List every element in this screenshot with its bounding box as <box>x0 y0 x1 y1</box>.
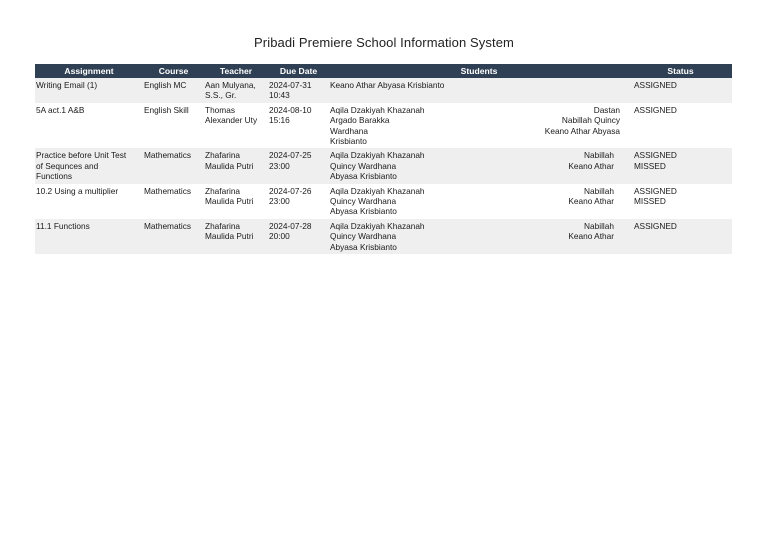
student-name: Nabillah <box>584 150 614 161</box>
student-name: Wardhana <box>330 125 368 136</box>
status-badge: MISSED <box>634 196 666 207</box>
cell-due-date <box>268 148 329 183</box>
student-name: Keano Athar <box>568 196 614 207</box>
cell-students <box>329 219 629 254</box>
student-name: Quincy Wardhana <box>330 231 397 242</box>
cell-assignment <box>35 184 143 219</box>
student-name: Abyasa Krisbianto <box>330 241 397 252</box>
column-header-status[interactable]: Status <box>629 64 732 78</box>
cell-status <box>629 78 732 103</box>
student-name: Argado Barakka <box>330 115 390 126</box>
students-left <box>330 221 425 252</box>
due-line: 2024-07-28 <box>269 220 312 231</box>
cell-teacher <box>204 148 268 183</box>
cell-course: Mathematics <box>143 184 204 219</box>
students-columns <box>330 186 628 217</box>
students-left <box>330 80 444 90</box>
students-left <box>330 150 425 181</box>
cell-course: Mathematics <box>143 219 204 254</box>
assignment-line: 11.1 Functions <box>36 220 90 231</box>
assignment-line: 5A act.1 A&B <box>36 104 85 115</box>
cell-due-date <box>268 184 329 219</box>
column-header-due-date[interactable]: Due Date <box>268 64 329 78</box>
cell-status <box>629 219 732 254</box>
assignment-line: Practice before Unit Test <box>36 150 127 161</box>
table-row[interactable] <box>35 148 732 183</box>
student-name: Keano Athar Abyasa <box>544 125 620 136</box>
students-columns <box>330 150 628 181</box>
status-badge: MISSED <box>634 160 666 171</box>
table-row[interactable] <box>35 219 732 254</box>
student-name: Nabillah <box>584 185 614 196</box>
column-header-teacher[interactable]: Teacher <box>204 64 268 78</box>
students-left <box>330 186 425 217</box>
cell-assignment <box>35 219 143 254</box>
cell-students <box>329 184 629 219</box>
students-right <box>614 80 628 90</box>
cell-status <box>629 103 732 149</box>
due-line: 10:43 <box>269 90 290 101</box>
cell-due-date <box>268 78 329 103</box>
assignment-line: 10.2 Using a multiplier <box>36 185 119 196</box>
due-line: 23:00 <box>269 160 290 171</box>
due-line: 2024-08-10 <box>269 104 312 115</box>
assignment-line: Writing Email (1) <box>36 80 98 90</box>
cell-students <box>329 148 629 183</box>
student-name: Abyasa Krisbianto <box>330 171 397 182</box>
students-columns <box>330 221 628 252</box>
due-line: 2024-07-26 <box>269 185 312 196</box>
due-line: 15:16 <box>269 115 290 126</box>
table-header-row <box>35 64 732 78</box>
teacher-line: Alexander Uty <box>205 115 258 126</box>
student-name: Aqila Dzakiyah Khazanah <box>330 220 425 231</box>
students-columns <box>330 80 628 90</box>
due-line: 23:00 <box>269 196 290 207</box>
teacher-line: S.S., Gr. <box>205 90 237 101</box>
teacher-line: Maulida Putri <box>205 160 254 171</box>
due-line: 20:00 <box>269 231 290 242</box>
due-line: 2024-07-25 <box>269 150 312 161</box>
cell-course: English Skill <box>143 103 204 149</box>
column-header-students[interactable]: Students <box>329 64 629 78</box>
student-name: Keano Athar <box>568 231 614 242</box>
student-name: Quincy Wardhana <box>330 160 397 171</box>
teacher-line: Zhafarina <box>205 150 241 161</box>
cell-teacher <box>204 103 268 149</box>
page-title: Pribadi Premiere School Information System <box>254 35 514 50</box>
cell-teacher <box>204 184 268 219</box>
students-right <box>568 221 628 252</box>
students-right <box>568 150 628 181</box>
student-name: Nabillah Quincy <box>561 115 620 126</box>
student-name: Abyasa Krisbianto <box>330 206 397 217</box>
status-badge: ASSIGNED <box>634 150 677 161</box>
student-name: Quincy Wardhana <box>330 196 397 207</box>
due-line: 2024-07-31 <box>269 80 312 90</box>
cell-assignment <box>35 103 143 149</box>
student-name: Keano Athar <box>568 160 614 171</box>
students-left <box>330 105 425 147</box>
status-badge: ASSIGNED <box>634 185 677 196</box>
teacher-line: Zhafarina <box>205 220 241 231</box>
student-name: Aqila Dzakiyah Khazanah <box>330 185 425 196</box>
teacher-line: Maulida Putri <box>205 231 254 242</box>
cell-assignment <box>35 148 143 183</box>
student-name: Dastan <box>593 104 620 115</box>
teacher-line: Thomas <box>205 104 235 115</box>
cell-teacher <box>204 78 268 103</box>
cell-students <box>329 103 629 149</box>
teacher-line: Maulida Putri <box>205 196 254 207</box>
cell-status <box>629 184 732 219</box>
cell-course: English MC <box>143 78 204 103</box>
student-name: Nabillah <box>584 220 614 231</box>
cell-status <box>629 148 732 183</box>
status-badge: ASSIGNED <box>634 220 677 231</box>
student-name: Aqila Dzakiyah Khazanah <box>330 104 425 115</box>
assignment-line: of Sequnces and <box>36 160 99 171</box>
column-header-assignment[interactable]: Assignment <box>35 64 143 78</box>
teacher-line: Aan Mulyana, <box>205 80 256 90</box>
cell-students <box>329 78 629 103</box>
status-badge: ASSIGNED <box>634 104 677 115</box>
cell-teacher <box>204 219 268 254</box>
cell-course: Mathematics <box>143 148 204 183</box>
teacher-line: Zhafarina <box>205 185 241 196</box>
assignments-table <box>35 64 732 254</box>
students-right <box>568 186 628 217</box>
table-row[interactable] <box>35 78 732 103</box>
cell-due-date <box>268 219 329 254</box>
cell-due-date <box>268 103 329 149</box>
table-row[interactable] <box>35 184 732 219</box>
students-right <box>545 105 628 147</box>
table-row[interactable] <box>35 103 732 149</box>
cell-assignment <box>35 78 143 103</box>
column-header-course[interactable]: Course <box>143 64 204 78</box>
student-name: Aqila Dzakiyah Khazanah <box>330 150 425 161</box>
student-name: Krisbianto <box>330 136 367 147</box>
assignment-line: Functions <box>36 171 72 182</box>
status-badge: ASSIGNED <box>634 80 677 90</box>
student-name: Keano Athar Abyasa Krisbianto <box>330 80 445 90</box>
students-columns <box>330 105 628 147</box>
